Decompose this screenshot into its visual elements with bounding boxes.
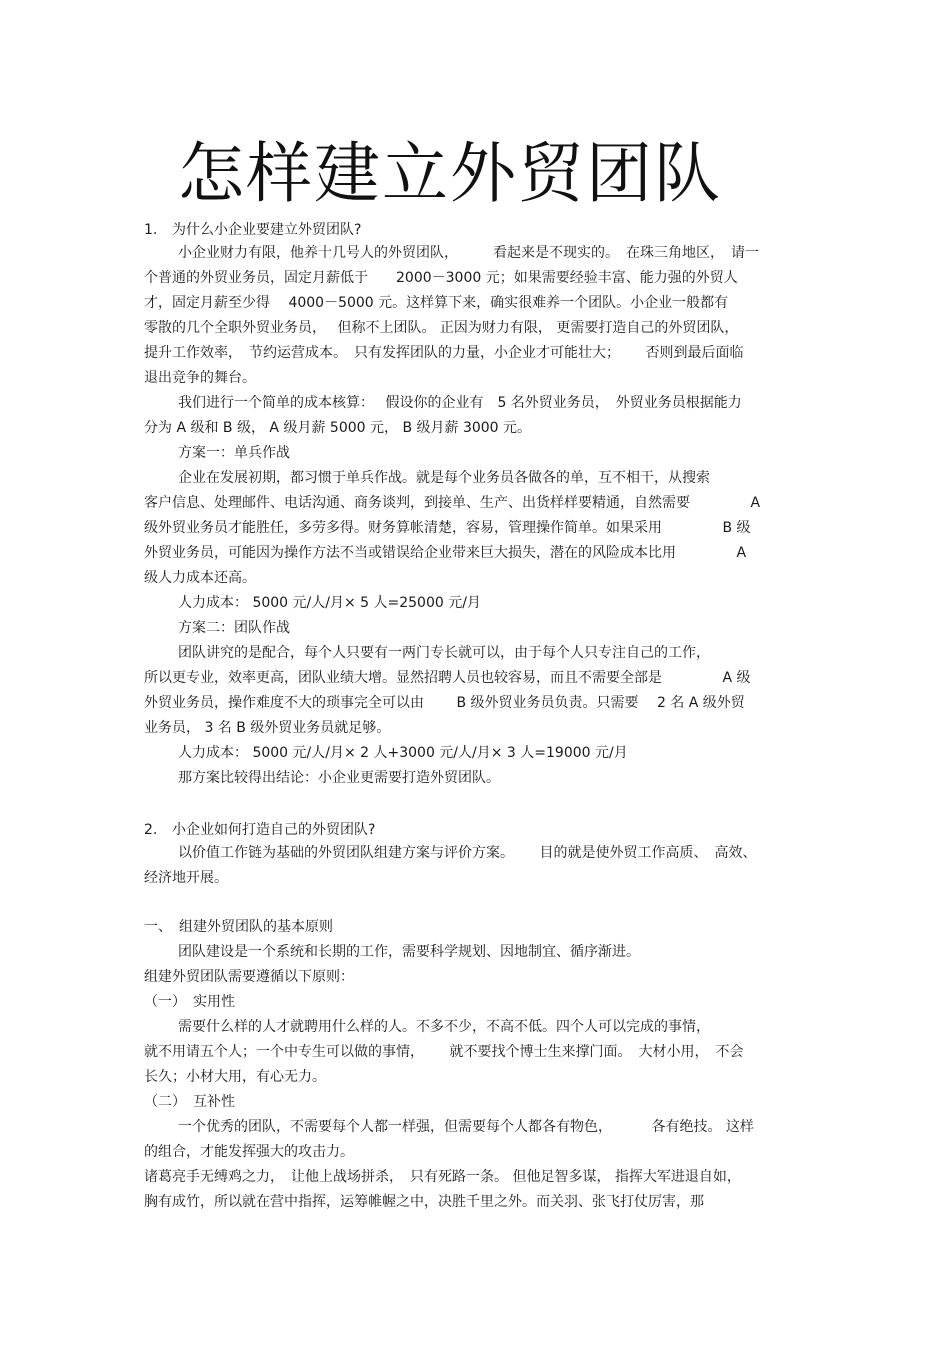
paragraph-line: 组建外贸团队需要遵循以下原则：: [144, 969, 354, 985]
paragraph-line: 企业在发展初期，都习惯于单兵作战。就是每个业务员各做各的单，互不相干，从搜索: [178, 470, 710, 486]
section-2-number: 2.: [144, 822, 158, 838]
paragraph-line: 分为 A 级和 B 级， A 级月薪 5000 元， B 级月薪 3000 元。: [144, 420, 532, 436]
paragraph-line: 就不用请五个人；一个中专生可以做的事情， 就不要找个博士生来撑门面。 大材小用， 不会: [144, 1044, 744, 1060]
paragraph-line: 退出竞争的舞台。: [144, 370, 256, 386]
section-1-heading: 为什么小企业要建立外贸团队?: [172, 222, 362, 238]
paragraph-line: 级人力成本还高。: [144, 570, 256, 586]
part-1-heading: 一、 组建外贸团队的基本原则: [144, 919, 333, 935]
subheading-practicality: （一） 实用性: [144, 994, 235, 1010]
conclusion-line: 那方案比较得出结论：小企业更需要打造外贸团队。: [178, 770, 500, 786]
paragraph-line: 零散的几个全职外贸业务员， 但称不上团队。 正因为财力有限， 更需要打造自己的外贸团队，: [144, 320, 739, 336]
paragraph-line: 长久；小材大用，有心无力。: [144, 1069, 326, 1085]
paragraph-line: 提升工作效率， 节约运营成本。 只有发挥团队的力量，小企业才可能壮大； 否则到最后面临: [144, 345, 744, 361]
paragraph-line: 小企业财力有限，他养十几号人的外贸团队， 看起来是不现实的。 在珠三角地区， 请一: [178, 245, 759, 261]
plan-one-heading: 方案一：单兵作战: [178, 445, 290, 461]
paragraph-line: 胸有成竹，所以就在营中指挥，运筹帷幄之中，决胜千里之外。而关羽、张飞打仗厉害，那: [144, 1194, 704, 1210]
section-2-heading: 小企业如何打造自己的外贸团队?: [172, 822, 376, 838]
paragraph-line: 团队建设是一个系统和长期的工作，需要科学规划、因地制宜、循序渐进。: [178, 944, 640, 960]
paragraph-line: 个普通的外贸业务员，固定月薪低于 2000－3000 元；如果需要经验丰富、能力强的外贸人: [144, 270, 738, 286]
paragraph-line: 外贸业务员，可能因为操作方法不当或错误给企业带来巨大损失，潜在的风险成本比用 A: [144, 545, 747, 561]
paragraph-line: 级外贸业务员才能胜任，多劳多得。财务算帐清楚，容易，管理操作简单。如果采用 B 级: [144, 520, 751, 536]
cost-formula-two: 人力成本： 5000 元/人/月× 2 人+3000 元/人/月× 3 人=19000 元/月: [178, 745, 628, 761]
paragraph-line: 外贸业务员，操作难度不大的琐事完全可以由 B 级外贸业务员负责。只需要 2 名 A 级外贸: [144, 695, 745, 711]
paragraph-line: 我们进行一个简单的成本核算： 假设你的企业有 5 名外贸业务员， 外贸业务员根据能力: [178, 395, 742, 411]
paragraph-line: 一个优秀的团队，不需要每个人都一样强，但需要每个人都各有物色， 各有绝技。 这样: [178, 1119, 754, 1135]
plan-two-heading: 方案二：团队作战: [178, 620, 290, 636]
paragraph-line: 所以更专业，效率更高，团队业绩大增。显然招聘人员也较容易，而且不需要全部是 A 级: [144, 670, 751, 686]
paragraph-line: 团队讲究的是配合，每个人只要有一两门专长就可以，由于每个人只专注自己的工作，: [178, 645, 710, 661]
section-1-number: 1.: [144, 222, 158, 238]
paragraph-line: 经济地开展。: [144, 870, 228, 886]
page-title: 怎样建立外贸团队: [178, 135, 722, 212]
paragraph-line: 的组合，才能发挥强大的攻击力。: [144, 1144, 354, 1160]
paragraph-line: 客户信息、处理邮件、电话沟通、商务谈判，到接单、生产、出货样样要精通，自然需要 A: [144, 495, 761, 511]
cost-formula-one: 人力成本： 5000 元/人/月× 5 人=25000 元/月: [178, 595, 481, 611]
paragraph-line: 需要什么样的人才就聘用什么样的人。不多不少，不高不低。四个人可以完成的事情，: [178, 1019, 710, 1035]
paragraph-line: 才，固定月薪至少得 4000－5000 元。这样算下来，确实很难养一个团队。小企业一般都有: [144, 295, 729, 311]
paragraph-line: 业务员， 3 名 B 级外贸业务员就足够。: [144, 720, 391, 736]
paragraph-line: 以价值工作链为基础的外贸团队组建方案与评价方案。 目的就是使外贸工作高质、 高效、: [178, 845, 757, 861]
paragraph-line: 诸葛亮手无缚鸡之力， 让他上战场拼杀， 只有死路一条。 但他足智多谋， 指挥大军进退自如，: [144, 1169, 741, 1185]
subheading-complementarity: （二） 互补性: [144, 1094, 235, 1110]
